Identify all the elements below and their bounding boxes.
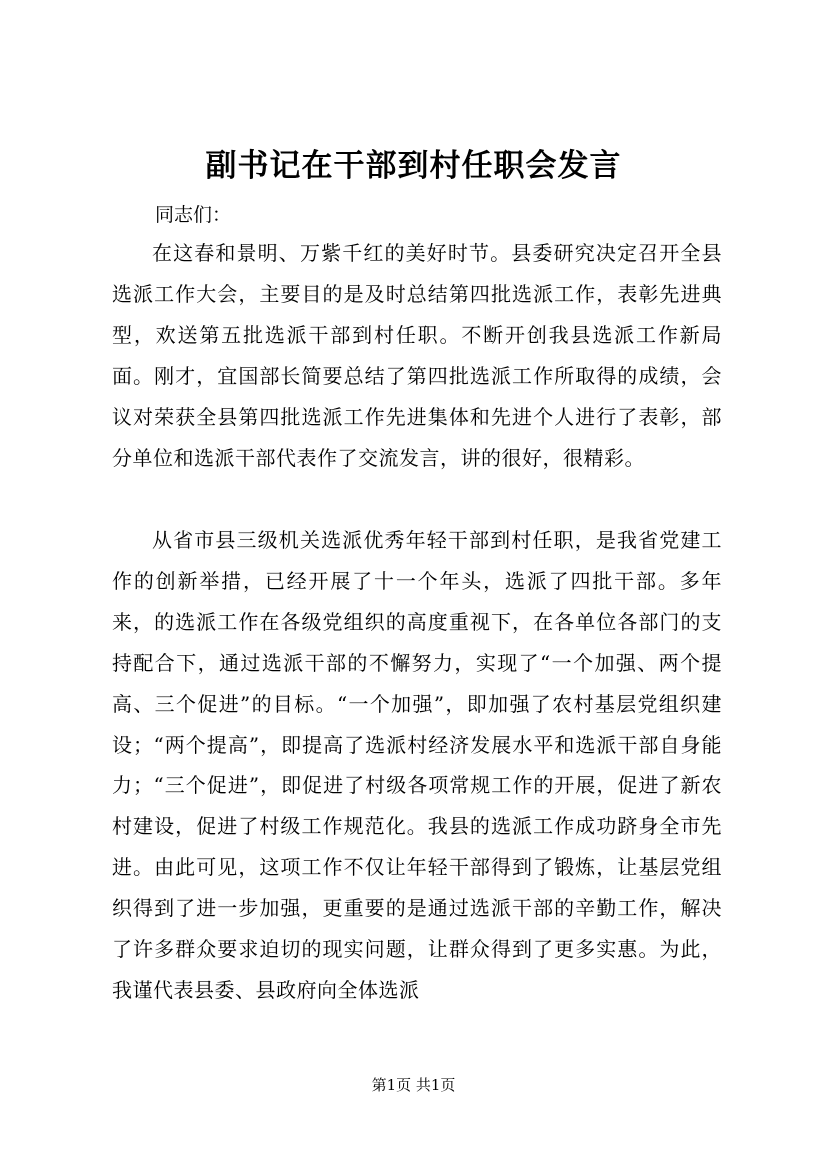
body-paragraph-1: 在这春和景明、万紫千红的美好时节。县委研究决定召开全县选派工作大会，主要目的是及时总结第四批选派工作，表彰先进典型，欢送第五批选派干部到村任职。不断开创我县选派工作新局面。刚才，宜国部长简要总结了第四批选派工作所取得的成绩，会议对荣获全县第四批选派工作先进集体和先进个人进行了表彰，部分单位和选派干部代表作了交流发言，讲的很好，很精彩。 [112, 241, 722, 470]
salutation: 同志们： [155, 204, 232, 226]
body-paragraph-2: 从省市县三级机关选派优秀年轻干部到村任职，是我省党建工作的创新举措，已经开展了十一个年头，选派了四批干部。多年来，的选派工作在各级党组织的高度重视下，在各单位各部门的支持配合下，通过选派干部的不懈努力，实现了“一个加强、两个提高、三个促进”的目标。“一个加强”，即加强了农村基层党组织建设；“两个提高”，即提高了选派村经济发展水平和选派干部自身能力；“三个促进”，即促进了村级各项常规工作的开展，促进了新农村建设，促进了村级工作规范化。我县的选派工作成功跻身全市先进。由此可见，这项工作不仅让年轻干部得到了锻炼，让基层党组织得到了进一步加强，更重要的是通过选派干部的辛勤工作，解决了许多群众要求迫切的现实问题，让群众得到了更多实惠。为此，我谨代表县委、县政府向全体选派 [112, 528, 722, 1002]
page-number-footer: 第1页 共1页 [371, 1076, 456, 1094]
document-title: 副书记在干部到村任职会发言 [205, 148, 622, 184]
